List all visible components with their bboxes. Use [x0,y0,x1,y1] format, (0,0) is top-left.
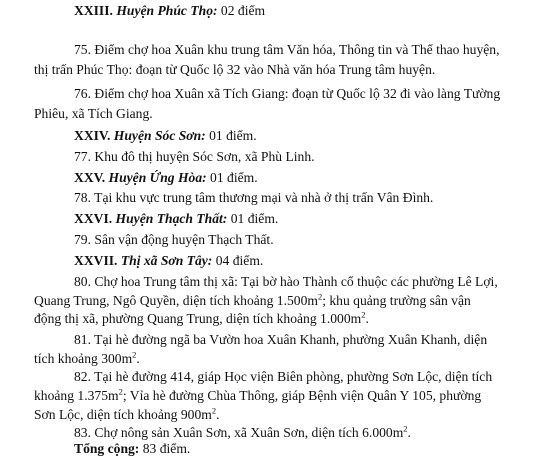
section-count: 02 điểm [217,3,266,18]
item-78-line-1: 78. Tại khu vực trung tâm thương mại và nhà ở thị trấn Vân Đình. [74,190,434,205]
section-count: 04 điểm. [212,253,264,268]
section-heading-xxvii [74,253,263,269]
total-value: 83 điểm. [139,441,191,456]
section-count: 01 điểm. [227,211,279,226]
item-76-line-2: Phiêu, xã Tích Giang. [34,106,153,121]
section-number: XXV. [74,170,109,185]
item-80-line-3: động thị xã, phường Quang Trung, diện tích khoảng $1.000m^2$. [34,309,369,326]
item-82-line-2: khoảng $1.375m^2$; Vỉa hè đường Chùa Thông, giáp Bệnh viện Quân Y 105, phường [34,386,482,403]
section-name: Huyện Sóc Sơn: [113,128,206,143]
item-81-line-2: tích khoảng $300m^2$. [34,349,140,366]
total-line [74,441,190,457]
item-76-line-1: 76. Điểm chợ hoa Xuân xã Tích Giang: đoạn từ Quốc lộ 32 đi vào làng Tường [74,86,501,101]
section-heading-xxvi [74,211,278,227]
total-label: Tổng cộng: [74,441,140,456]
section-name: Huyện Ứng Hòa: [108,170,207,185]
item-82-line-3: Sơn Lộc, diện tích khoảng $900m^2$. [34,405,220,422]
item-82-line-1: 82. Tại hè đường 414, giáp Học viện Biên phòng, phường Sơn Lộc, diện tích [74,369,493,384]
section-count: 01 điểm. [206,170,258,185]
item-80-line-1: 80. Chợ hoa Trung tâm thị xã: Tại bờ hào Thành cổ thuộc các phường Lê Lợi, [74,274,498,289]
item-75-line-2: thị trấn Phúc Thọ: đoạn từ Quốc lộ 32 vào Nhà văn hóa Trung tâm huyện. [34,62,436,77]
section-name: Huyện Thạch Thất: [115,211,228,226]
item-81-line-1: 81. Tại hè đường ngã ba Vườn hoa Xuân Khanh, phường Xuân Khanh, diện [74,332,488,347]
item-79-line-1: 79. Sân vận động huyện Thạch Thất. [74,232,274,247]
section-number: XXIV. [74,128,114,143]
section-heading-xxiii [74,3,265,19]
section-number: XXVII. [74,253,121,268]
section-number: XXVI. [74,211,116,226]
section-heading-xxiv [74,128,257,144]
item-80-line-2: Quang Trung, Ngô Quyền, diện tích khoảng $1.500m^2$; khu quảng trường sân vận [34,291,471,308]
item-77-line-1: 77. Khu đô thị huyện Sóc Sơn, xã Phù Linh. [74,149,315,164]
section-name: Huyện Phúc Thọ: [116,3,218,18]
section-count: 01 điểm. [205,128,257,143]
item-83-line-1: 83. Chợ nông sản Xuân Sơn, xã Xuân Sơn, diện tích $6.000m^2$. [74,423,411,440]
section-name: Thị xã Sơn Tây: [120,253,213,268]
item-75-line-1: 75. Điểm chợ hoa Xuân khu trung tâm Văn hóa, Thông tin và Thể thao huyện, [74,42,500,57]
section-heading-xxv [74,170,258,186]
section-number: XXIII. [74,3,117,18]
